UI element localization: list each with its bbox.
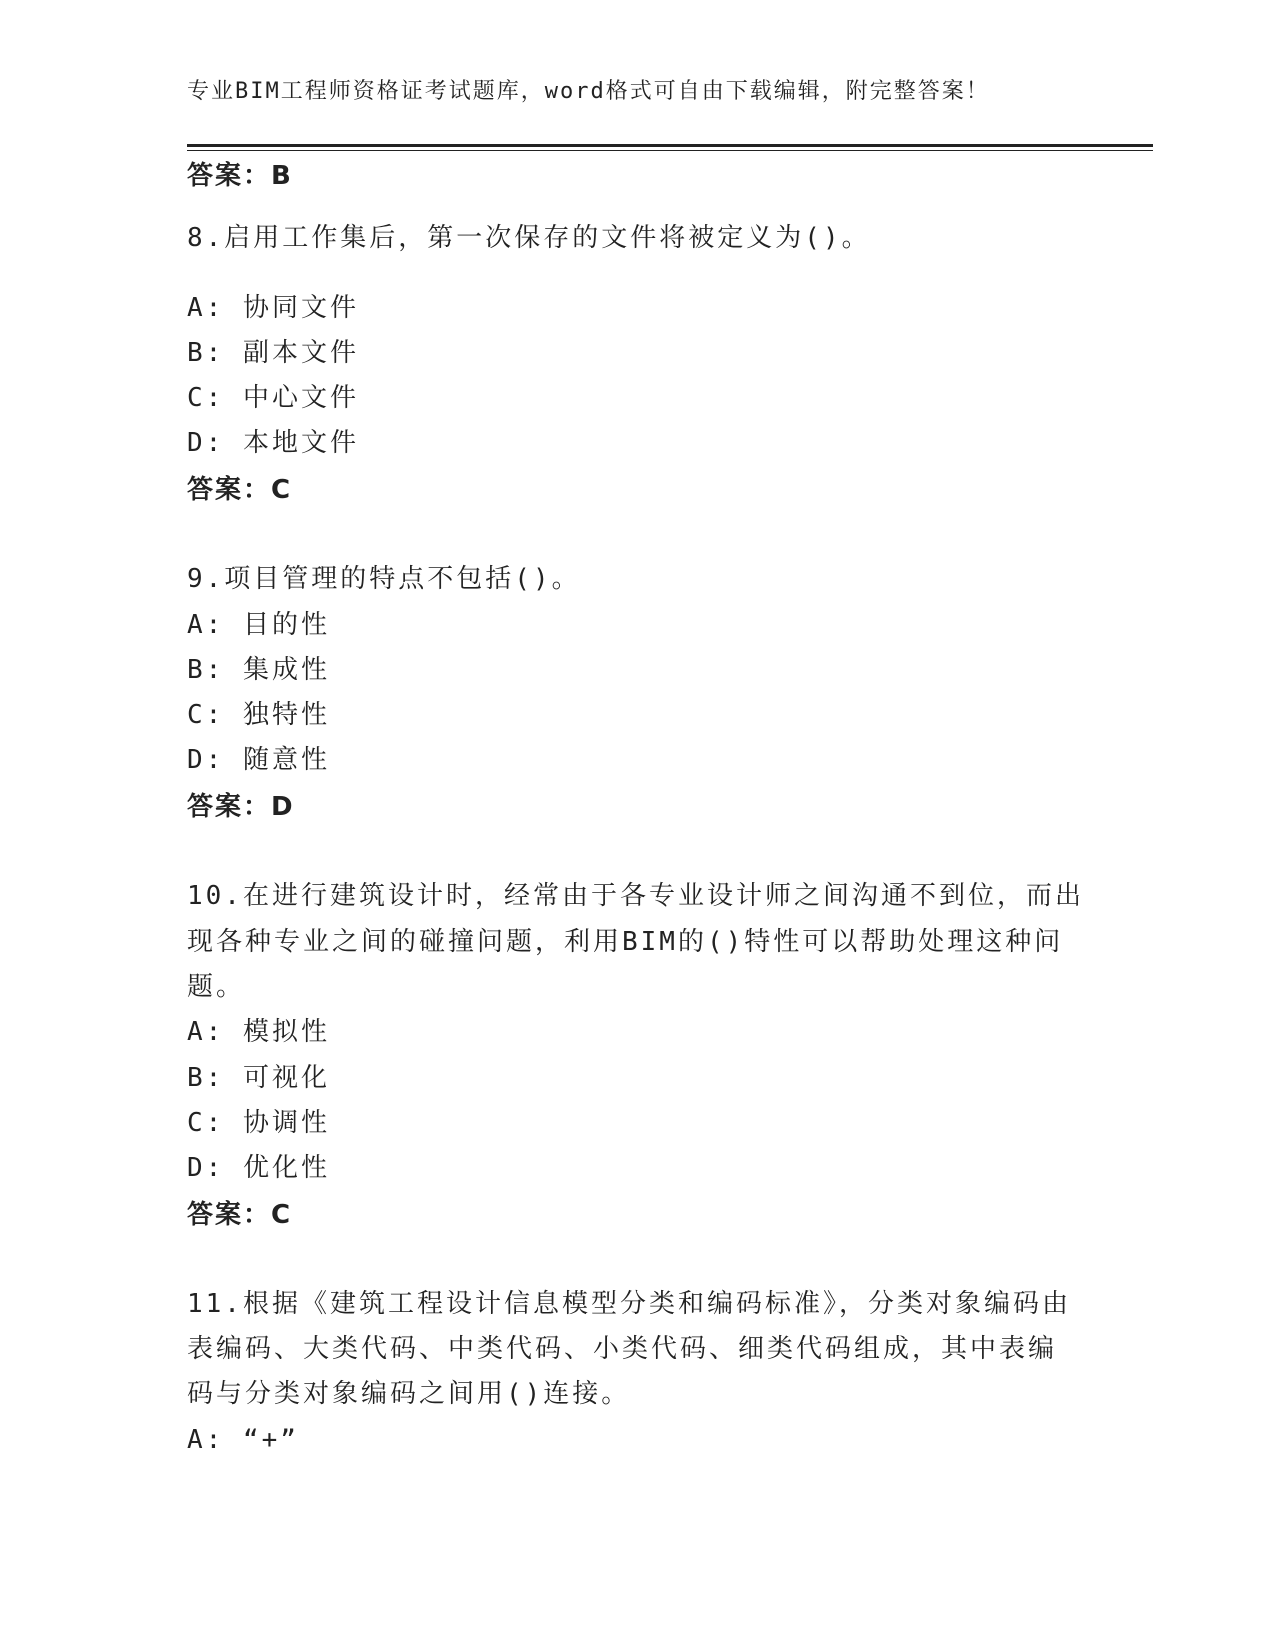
header-rule-thin [187,150,1153,151]
question-10-stem-line-1: 10.在进行建筑设计时，经常由于各专业设计师之间沟通不到位，而出 [187,881,1084,911]
question-9-option-b: B: 集成性 [187,655,330,685]
question-11-stem-line-1: 11.根据《建筑工程设计信息模型分类和编码标准》，分类对象编码由 [187,1289,1071,1319]
question-11-option-a: A: “+” [187,1425,299,1455]
question-9-answer: 答案：D [187,792,295,822]
question-9-stem: 9.项目管理的特点不包括()。 [187,564,581,594]
question-10-stem-line-2: 现各种专业之间的碰撞问题，利用BIM的()特性可以帮助处理这种问 [187,927,1064,957]
question-9-option-d: D: 随意性 [187,745,330,775]
page-header: 专业BIM工程师资格证考试题库，word格式可自由下载编辑，附完整答案！ [187,79,990,104]
answer-prev: 答案：B [187,161,293,191]
question-9-option-c: C: 独特性 [187,700,330,730]
question-11-stem-line-2: 表编码、大类代码、中类代码、小类代码、细类代码组成，其中表编 [187,1334,1058,1364]
question-11-stem-line-3: 码与分类对象编码之间用()连接。 [187,1379,631,1409]
question-8-option-a: A: 协同文件 [187,293,359,323]
question-8-option-b: B: 副本文件 [187,338,359,368]
question-10-option-c: C: 协调性 [187,1108,330,1138]
question-8-option-d: D: 本地文件 [187,428,359,458]
question-10-answer: 答案：C [187,1200,293,1230]
question-10-option-d: D: 优化性 [187,1153,330,1183]
question-10-option-a: A: 模拟性 [187,1017,330,1047]
question-9-option-a: A: 目的性 [187,610,330,640]
question-8-stem: 8.启用工作集后，第一次保存的文件将被定义为()。 [187,223,871,253]
question-8-answer: 答案：C [187,475,293,505]
question-10-option-b: B: 可视化 [187,1063,330,1093]
question-8-option-c: C: 中心文件 [187,383,359,413]
header-rule-thick [187,144,1153,147]
question-10-stem-line-3: 题。 [187,972,246,1002]
